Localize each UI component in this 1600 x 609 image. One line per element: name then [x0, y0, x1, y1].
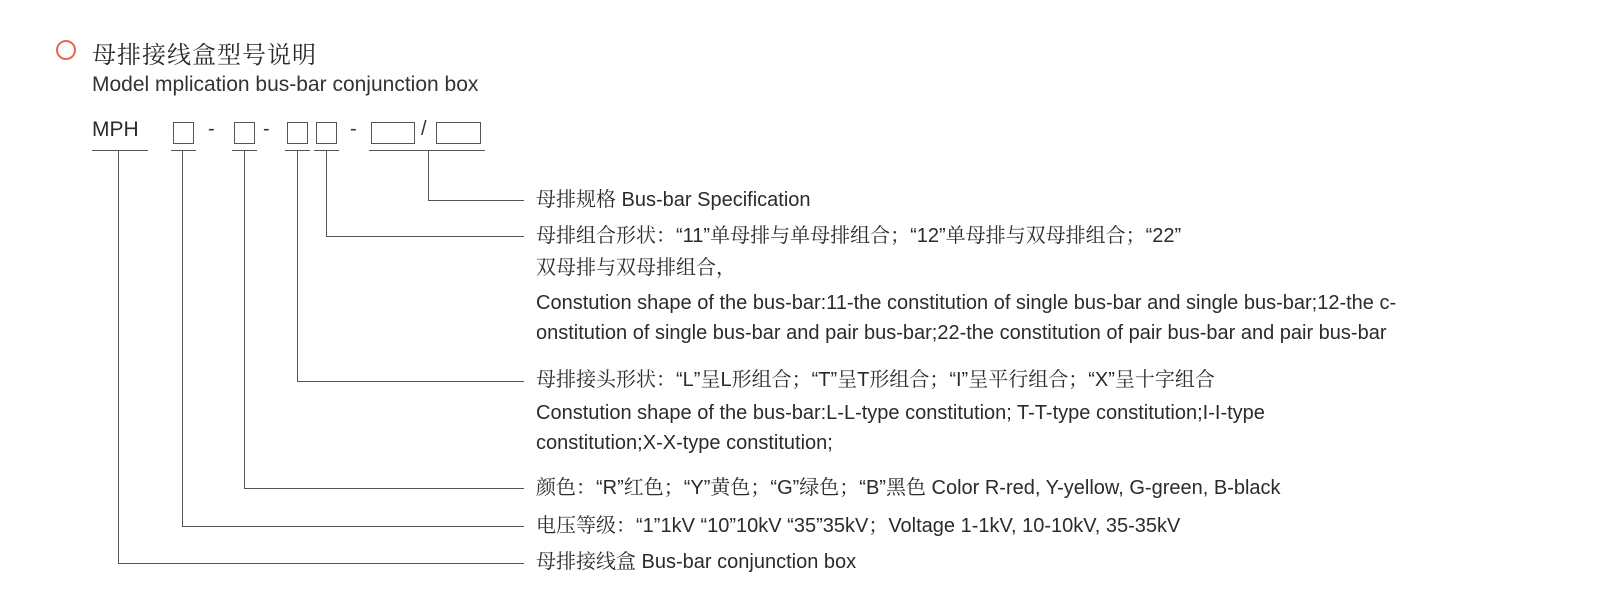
underline-spec — [369, 150, 485, 151]
leader-hline-box — [118, 563, 524, 564]
slot-voltage — [173, 122, 194, 144]
underline-voltage — [171, 150, 196, 151]
leader-vline-voltage — [182, 150, 183, 526]
slot-spec-a — [371, 122, 415, 144]
leader-vline-combination — [326, 150, 327, 236]
leader-hline-joint — [297, 381, 524, 382]
desc-voltage: 电压等级：“1”1kV “10”10kV “35”35kV；Voltage 1-1kV, 10-10kV, 35-35kV — [536, 515, 1181, 537]
desc-conjunction-box: 母排接线盒 Bus-bar conjunction box — [536, 551, 857, 573]
desc-combination-en-line2: onstitution of single bus-bar and pair bus-bar;22-the constitution of pair bus-bar and pair bus-bar — [536, 322, 1387, 344]
title-english: Model mplication bus-bar conjunction box — [92, 73, 479, 96]
leader-vline-box — [118, 150, 119, 563]
slot-color — [234, 122, 255, 144]
desc-bus-bar-spec: 母排规格 Bus-bar Specification — [536, 189, 811, 211]
slot-combination-shape — [316, 122, 337, 144]
separator-dash-1: - — [208, 118, 215, 140]
desc-joint-en-line2: constitution;X-X-type constitution; — [536, 432, 833, 454]
leader-vline-spec — [428, 150, 429, 200]
separator-dash-3: - — [350, 118, 357, 140]
desc-combination-cn-line1: 母排组合形状：“11”单母排与单母排组合；“12”单母排与双母排组合；“22” — [536, 225, 1182, 247]
leader-vline-joint — [297, 150, 298, 381]
leader-hline-combination — [326, 236, 524, 237]
desc-combination-en-line1: Constution shape of the bus-bar:11-the constitution of single bus-bar and single bus-bar;12-the c- — [536, 292, 1397, 314]
leader-hline-color — [244, 488, 524, 489]
underline-prefix — [92, 150, 148, 151]
circle-bullet-icon — [56, 40, 76, 60]
leader-hline-spec — [428, 200, 524, 201]
desc-joint-cn: 母排接头形状：“L”呈L形组合；“T”呈T形组合；“I”呈平行组合；“X”呈十字组合 — [536, 369, 1215, 391]
title-chinese: 母排接线盒型号说明 — [92, 42, 317, 69]
model-prefix: MPH — [92, 118, 139, 141]
desc-joint-en-line1: Constution shape of the bus-bar:L-L-type constitution; T-T-type constitution;I-I-type — [536, 402, 1265, 424]
desc-color: 颜色：“R”红色；“Y”黄色；“G”绿色；“B”黑色 Color R-red, Y-yellow, G-green, B-black — [536, 477, 1281, 499]
leader-vline-color — [244, 150, 245, 488]
slot-joint-shape — [287, 122, 308, 144]
slot-spec-b — [436, 122, 481, 144]
leader-hline-voltage — [182, 526, 524, 527]
separator-dash-2: - — [263, 118, 270, 140]
desc-combination-cn-line2: 双母排与双母排组合， — [536, 257, 736, 279]
separator-slash: / — [421, 118, 427, 140]
